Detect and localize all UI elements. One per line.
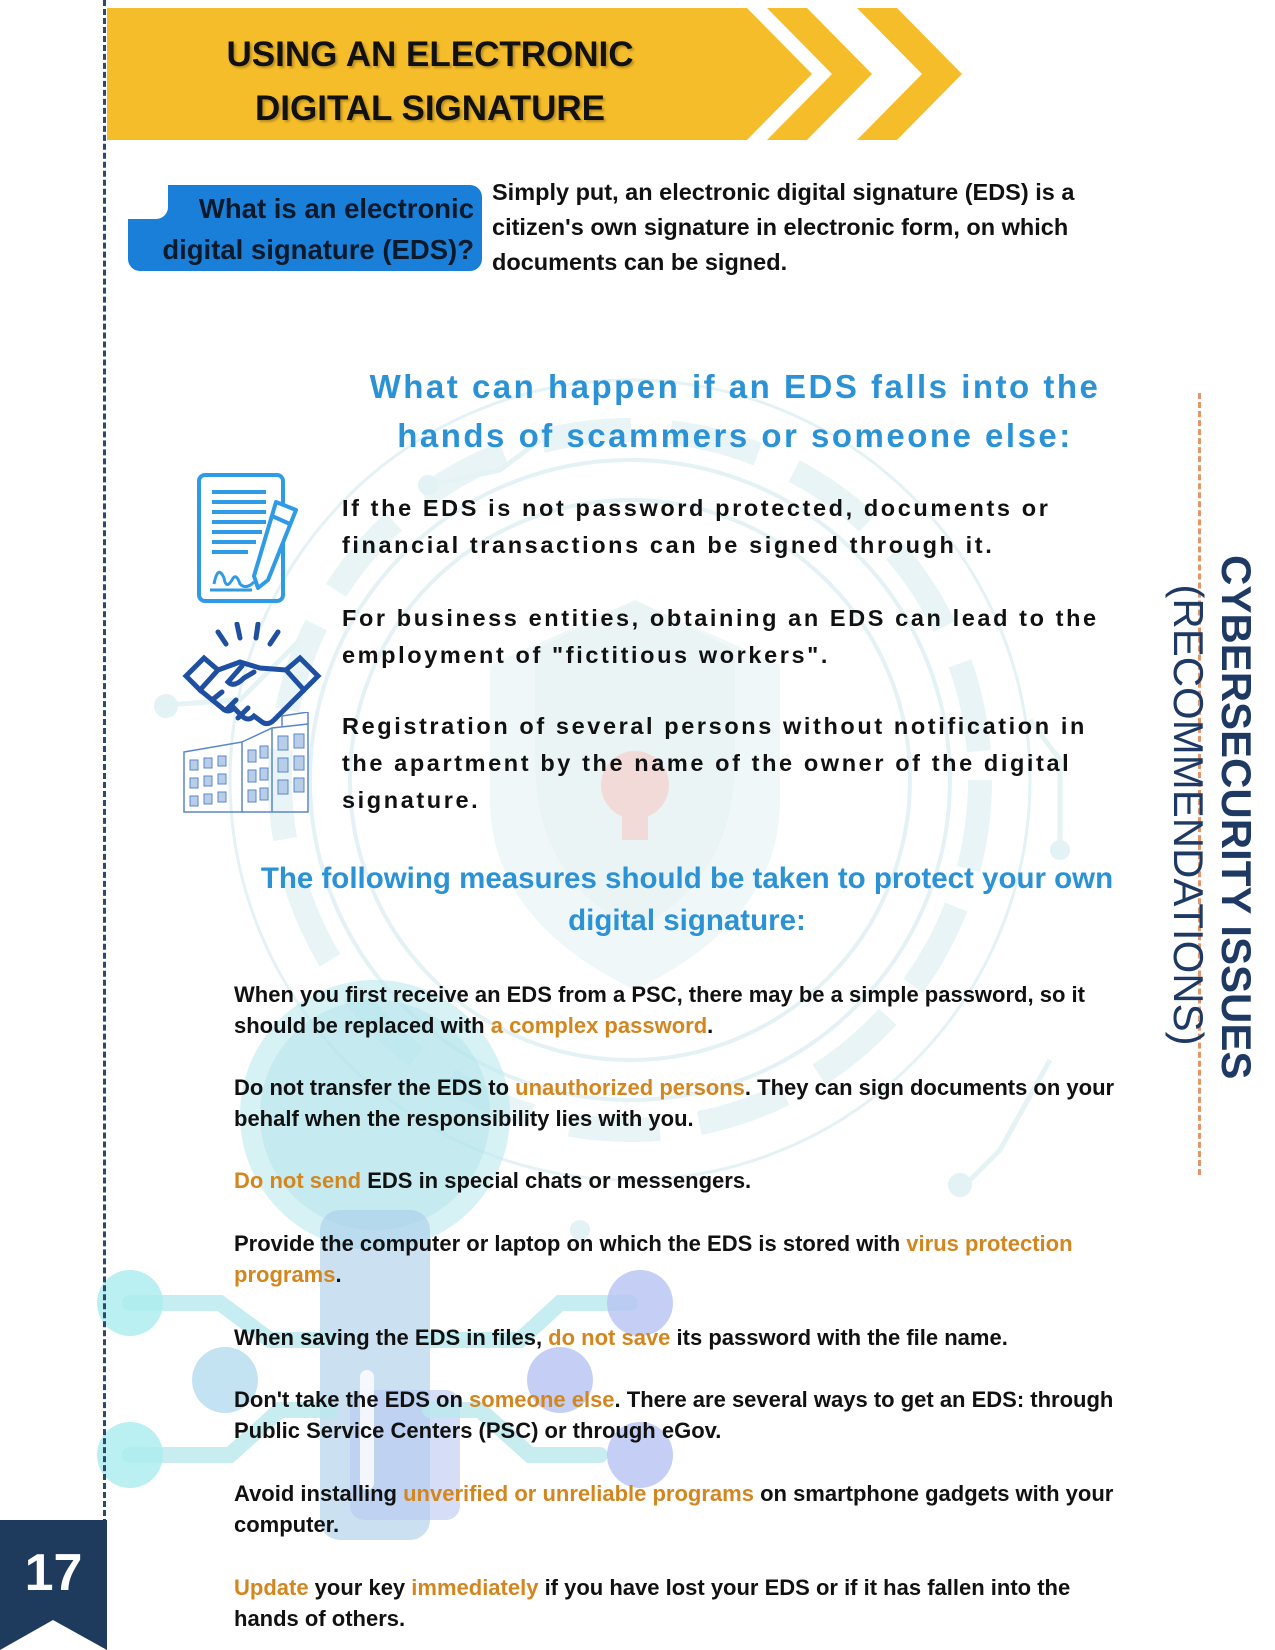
risks-heading [350,362,1120,460]
risk-2-line-2: employment of "fictitious workers". [342,642,831,668]
document-pen-icon [196,472,306,607]
risk-3-line-2: the apartment by the name of the owner of the digital [342,750,1072,776]
measure-1-text: When you first receive an EDS from a PSC, there may be a simple password, so it should be replaced with [234,982,1085,1038]
risk-item-2 [342,600,1132,674]
risk-3-line-1: Registration of several persons without notification in [342,713,1087,739]
risk-3-line-3: signature. [342,787,481,813]
measure-8-highlight-2: immediately [411,1575,539,1600]
measures-heading-line-1: The following measures should be taken to protect your own [260,862,1114,895]
page-title-line-2: DIGITAL SIGNATURE [255,89,605,128]
measure-3-highlight: Do not send [234,1168,362,1193]
page-title-line-1: USING AN ELECTRONIC [226,35,634,74]
side-section-label [1140,555,1260,1080]
risk-item-3 [342,708,1132,819]
measure-1-highlight: a complex password [490,1013,708,1038]
question-line-1: What is an electronic [198,193,474,224]
side-label-rotated [1140,555,1260,1080]
measure-5-highlight: do not save [548,1325,671,1350]
question-line-2: digital signature (EDS)? [162,234,474,265]
side-title: CYBERSECURITY ISSUES [1213,555,1260,1080]
risk-1-line-2: financial transactions can be signed through it. [342,532,995,558]
side-subtitle: (RECOMMENDATIONS) [1165,584,1212,1046]
risk-item-1 [342,490,1132,564]
measure-item-8 [234,1572,1134,1634]
measure-3-end: EDS in special chats or messengers. [361,1168,752,1193]
answer-line-2: citizen's own signature in electronic form, on which [492,214,1069,240]
measure-8-end: if you have lost your EDS or if it has fallen into the hands of others. [234,1575,1071,1631]
measure-8-highlight: Update [234,1575,309,1600]
risks-heading-line-1: What can happen if an EDS falls into the [369,368,1101,405]
risk-1-line-1: If the EDS is not password protected, documents or [342,495,1051,521]
measure-8-text: your key [308,1575,412,1600]
measure-2-text: Do not transfer the EDS to [234,1075,516,1100]
measure-4-highlight: virus protection programs [234,1231,1073,1287]
measure-item-4 [234,1228,1134,1290]
question-text [132,188,474,270]
measures-heading-line-2: digital signature: [568,904,806,937]
measure-4-text: Provide the computer or laptop on which the EDS is stored with [234,1231,907,1256]
measure-item-3 [234,1165,1134,1196]
measure-item-6 [234,1384,1134,1446]
measures-heading [232,858,1142,942]
measure-4-end: . [335,1262,342,1287]
definition-answer [492,175,1132,280]
measure-2-end: . They can sign documents on your behalf when the responsibility lies with you. [234,1075,1115,1131]
page-number: 17 [24,1544,83,1602]
measure-item-5 [234,1322,1134,1353]
left-dashed-divider [103,0,106,1525]
measure-6-text: Don't take the EDS on [234,1387,470,1412]
risk-2-line-1: For business entities, obtaining an EDS can lead to the [342,605,1099,631]
measure-6-highlight: someone else [469,1387,615,1412]
measure-item-1 [234,979,1134,1041]
measure-5-text: When saving the EDS in files, [234,1325,549,1350]
answer-line-3: documents can be signed. [492,249,788,275]
risks-heading-line-2: hands of scammers or someone else: [397,417,1073,454]
measure-1-end: . [707,1013,714,1038]
apartment-building-icon [182,712,310,816]
measure-item-2 [234,1072,1134,1134]
measure-7-end: on smartphone gadgets with your computer. [234,1481,1114,1537]
measure-7-highlight: unverified or unreliable programs [403,1481,754,1506]
measure-5-end: its password with the file name. [670,1325,1008,1350]
measure-item-7 [234,1478,1134,1540]
measure-2-highlight: unauthorized persons [515,1075,745,1100]
measure-6-end: . There are several ways to get an EDS: through Public Service Centers (PSC) or through eGov. [234,1387,1114,1443]
answer-line-1: Simply put, an electronic digital signature (EDS) is a [492,179,1075,205]
page-title [170,28,690,136]
measure-7-text: Avoid installing [234,1481,404,1506]
